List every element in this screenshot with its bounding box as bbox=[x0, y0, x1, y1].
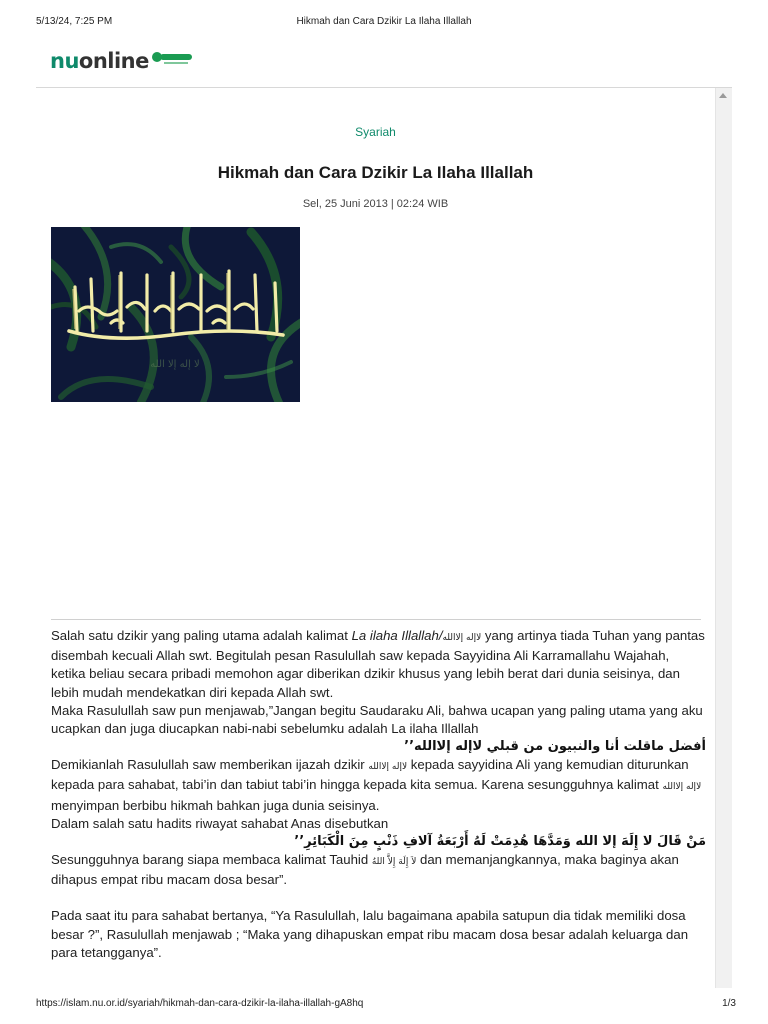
paragraph-1 bbox=[51, 627, 706, 702]
print-header bbox=[0, 16, 768, 30]
image-watermark-text: لا إله إلا الله bbox=[150, 359, 200, 370]
logo-badge-icon bbox=[152, 51, 192, 63]
calligraphy-image bbox=[51, 227, 300, 402]
nu-online-logo[interactable] bbox=[50, 48, 192, 74]
print-date: 5/13/24, 7:25 PM bbox=[36, 16, 113, 27]
article-image bbox=[51, 227, 300, 402]
paragraph-2: Maka Rasulullah saw pun menjawab,”Jangan begitu Saudaraku Ali, bahwa ucapan yang paling utama yang aku ucapkan dan juga diucapkan nabi-nabi sebelumku adalah La ilaha Illallah bbox=[51, 702, 703, 737]
arabic-quote-1: أفضل ماقلت أنا والنبيون من قبلي لاإله إلاالله’’ bbox=[404, 739, 706, 755]
paragraph-4: Dalam salah satu hadits riwayat sahabat Anas disebutkan bbox=[51, 815, 389, 831]
scroll-up-arrow-icon[interactable] bbox=[719, 93, 727, 98]
paragraph-5 bbox=[51, 851, 706, 889]
text-run: dan memanjangkannya, maka baginya akan dihapus empat ribu macam dosa besar”. bbox=[51, 852, 679, 888]
text-run: Salah satu dzikir yang paling utama adalah kalimat bbox=[51, 628, 352, 643]
text-run: Demikianlah Rasulullah saw memberikan ijazah dzikir bbox=[51, 757, 369, 773]
arabic-inline: لاإله إلاالله bbox=[442, 633, 482, 643]
arabic-inline: لاإله إلاالله bbox=[662, 782, 702, 793]
logo-wordmark bbox=[50, 49, 149, 73]
text-italic: La ilaha Illallah bbox=[351, 628, 439, 643]
scrollbar[interactable] bbox=[715, 88, 732, 988]
text-run: menyimpan berbibu hikmah bahkan juga dunia seisinya. bbox=[51, 797, 380, 813]
print-page-title: Hikmah dan Cara Dzikir La Ilaha Illallah bbox=[296, 16, 472, 27]
content-divider bbox=[51, 619, 701, 620]
text-slash: / bbox=[438, 628, 443, 643]
print-url: https://islam.nu.or.id/syariah/hikmah-dan-cara-dzikir-la-ilaha-illallah-gA8hq bbox=[36, 998, 364, 1009]
print-footer bbox=[0, 998, 768, 1012]
text-run: kepada sayyidina Ali yang kemudian diturunkan kepada para sahabat, tabi’in dan tabiut tabi’in hingga kepada kita semua. Karena sesungguhnya kalimat bbox=[51, 757, 689, 793]
logo-nu: nu bbox=[50, 49, 79, 73]
header-divider bbox=[36, 87, 732, 88]
arabic-inline: لاإله إلاالله bbox=[368, 762, 408, 773]
article-body bbox=[51, 627, 706, 962]
text-run: yang artinya tiada Tuhan yang pantas disembah kecuali Allah swt. Begitulah pesan Rasulullah saw kepada Sayyidina Ali Karramallahu Wajahah, ketika beliau secara pribadi memohon agar diberikan dzikir khusus yang lebih berat dari dunia seisinya, dan lebih mudah mendekatkan diri kepada Allah swt. bbox=[51, 628, 705, 700]
arabic-quote-2: مَنْ قَالَ لا إِلَهَ إلا الله وَمَدَّهَا هُدِمَتْ لَهُ أَرْبَعَةُ آلافِ ذَنْبٍ مِنَ الْكَبَائِرِ’’ bbox=[294, 834, 706, 850]
category-label[interactable]: Syariah bbox=[355, 125, 396, 139]
text-run: Sesungguhnya barang siapa membaca kalimat Tauhid bbox=[51, 852, 372, 868]
article-title: Hikmah dan Cara Dzikir La Ilaha Illallah bbox=[217, 163, 534, 182]
print-page-number: 1/3 bbox=[722, 998, 736, 1009]
arabic-inline: لاَ إِلَهَ إِلاَّ اللهُ bbox=[371, 857, 417, 868]
logo-online: online bbox=[78, 49, 149, 73]
article-date: Sel, 25 Juni 2013 | 02:24 WIB bbox=[302, 198, 449, 210]
paragraph-gap bbox=[51, 889, 706, 907]
paragraph-3 bbox=[51, 756, 706, 815]
paragraph-6: Pada saat itu para sahabat bertanya, “Ya Rasulullah, lalu bagaimana apabila satupun dia tidak memiliki dosa besar ?”, Rasulullah menjawab ; “Maka yang dihapuskan empat ribu macam dosa besar adalah keluarga dan para tetangganya”. bbox=[51, 908, 689, 960]
